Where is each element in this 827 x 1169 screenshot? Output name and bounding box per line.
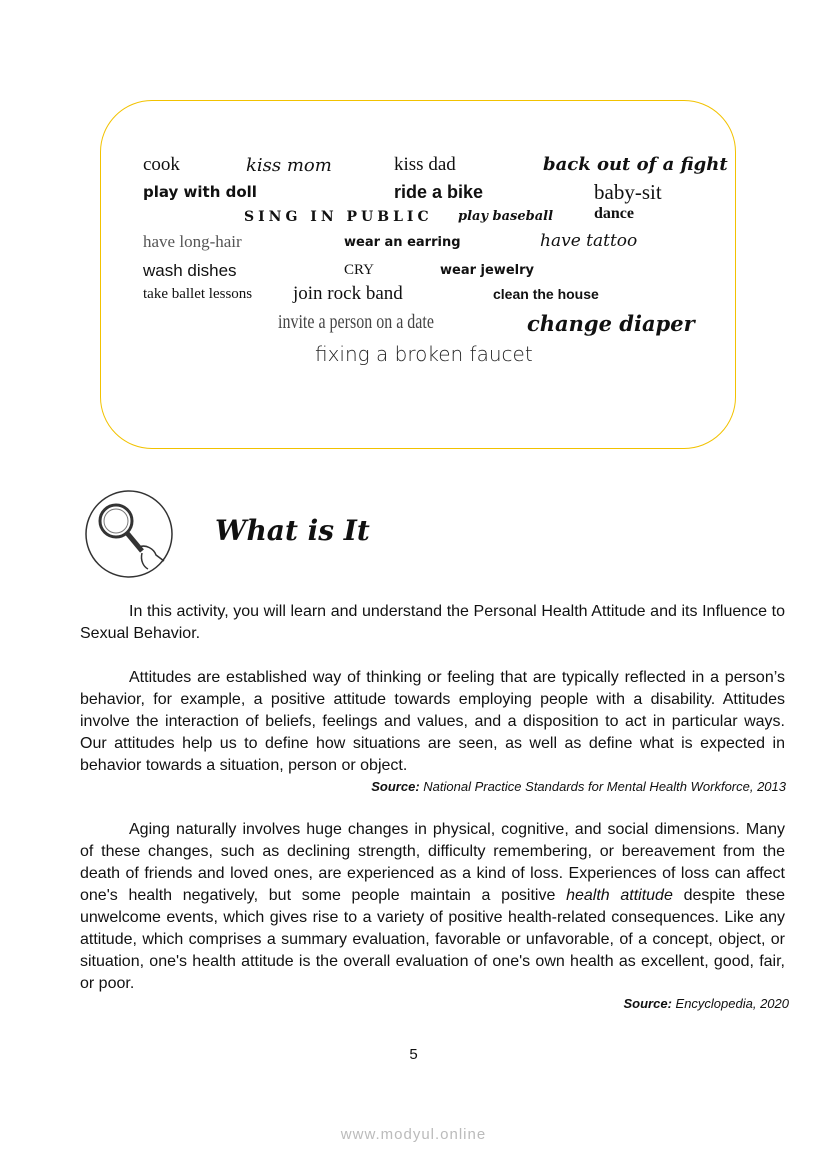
page-number: 5 [409,1046,418,1063]
word: invite a person on a date [278,311,434,333]
source-text: Encyclopedia, 2020 [671,996,789,1011]
paragraph [80,819,785,995]
word: CRY [344,262,375,278]
word: back out of a fight [543,154,728,175]
word: dance [594,205,634,222]
word: play baseball [458,209,554,224]
section-title: What is It [215,514,370,547]
word: join rock band [293,283,403,304]
source-citation [371,779,786,794]
source-label: Source: [371,779,420,794]
word: wash dishes [143,261,237,280]
word: baby-sit [594,180,662,204]
word: clean the house [493,286,599,302]
word: ride a bike [394,182,484,202]
source-citation [624,996,790,1011]
word: kiss mom [246,155,332,176]
magnifying-glass-icon [84,489,174,579]
paragraph-text: despite these unwelcome events, which gives rise to a variety of positive health-related consequences. Like any attitude, which comprises a summary evaluation, favorable or unfavorable, of a concept, object, or situation, one's health attitude is the overall evaluation of one's own health as excellent, good, fair, or poor. [80,887,786,992]
source-text: National Practice Standards for Mental Health Workforce, 2013 [419,779,786,794]
word: kiss dad [394,154,456,175]
word: have tattoo [540,231,638,251]
word: take ballet lessons [143,286,253,302]
paragraph: In this activity, you will learn and understand the Personal Health Attitude and its Influence to Sexual Behavior. [80,603,785,642]
word: have long-hair [143,232,242,251]
paragraph: Attitudes are established way of thinking or feeling that are typically reflected in a person’s behavior, for example, a positive attitude towards employing people with a disability. Attitudes involve the interaction of beliefs, feelings and values, and a disposition to act in particular ways. Our attitudes help us to define how situations are seen, as well as define what is expected in behavior towards a situation, person or object. [80,669,785,774]
word: wear jewelry [440,263,534,278]
word: change diaper [527,311,695,336]
word: play with doll [143,183,257,201]
watermark: www.modyul.online [340,1126,487,1143]
paragraph-text: Aging naturally involves huge changes in physical, cognitive, and social dimensions. Many of these changes, such as declining strength, difficulty remembering, or bereavement from the death of friends and loved ones, are experienced as a kind of loss. Experiences of loss can affect one's health negatively, but some people maintain a positive [80,821,785,904]
word: cook [143,154,180,175]
word: wear an earring [344,235,461,250]
word: fixing a broken faucet [315,342,533,366]
source-label: Source: [623,996,672,1011]
emphasis: health attitude [566,887,673,904]
word: SING IN PUBLIC [244,209,433,225]
